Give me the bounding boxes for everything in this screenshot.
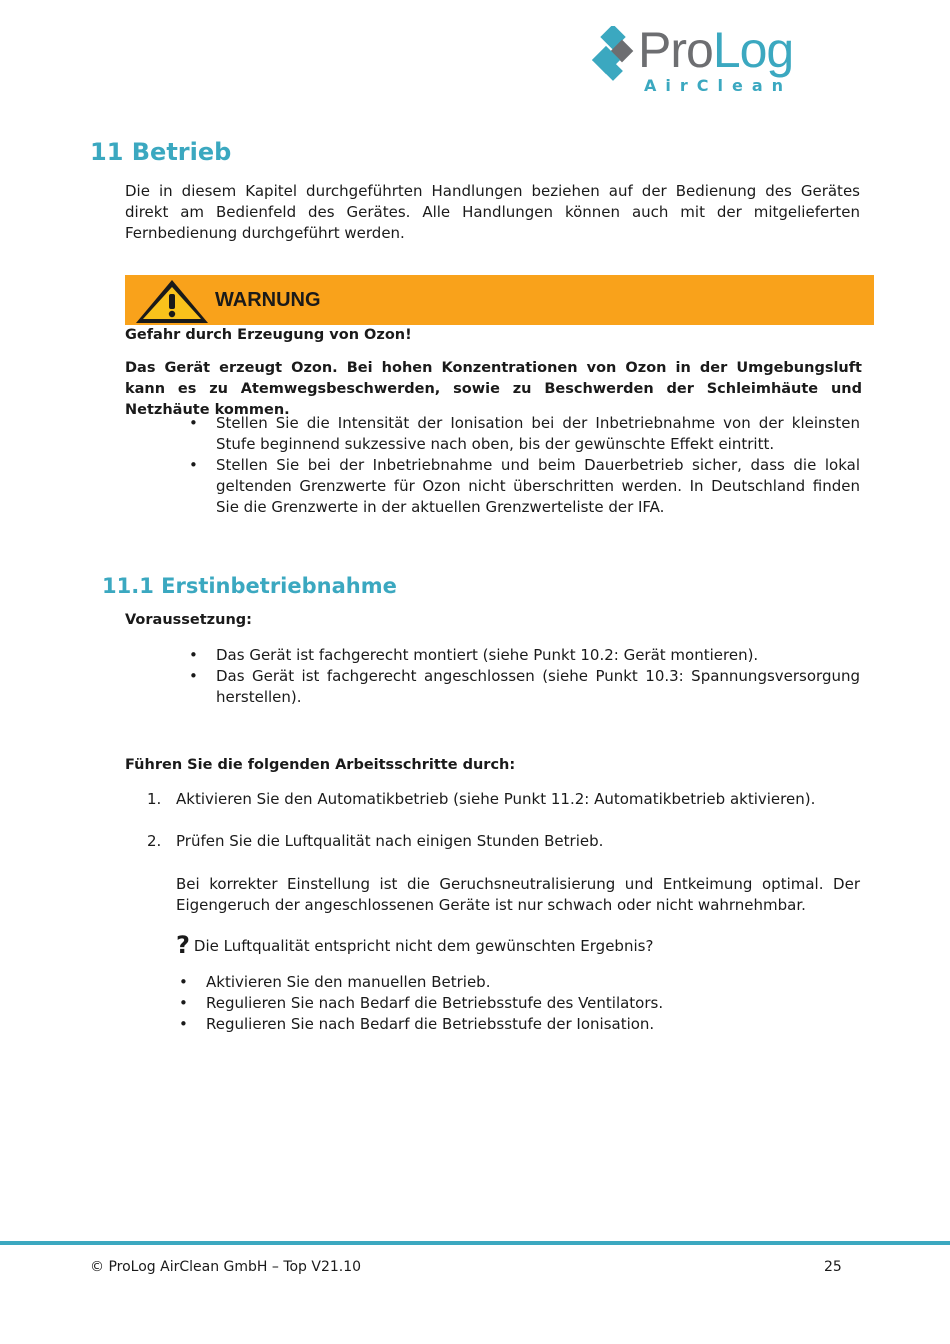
step-text: Aktivieren Sie den Automatikbetrieb (siehe Punkt 11.2: Automatikbetrieb aktivieren). <box>176 790 816 808</box>
logo-pro: Pro <box>638 22 713 78</box>
page-number: 25 <box>824 1259 842 1275</box>
list-item <box>189 413 860 455</box>
prerequisite-list <box>189 645 860 708</box>
step-number: 2. <box>147 832 162 850</box>
warning-title: Gefahr durch Erzeugung von Ozon! <box>125 327 412 343</box>
company-logo <box>592 22 852 102</box>
list-item <box>179 972 866 993</box>
section-intro: Die in diesem Kapitel durchgeführten Handlungen beziehen auf der Bedienung des Gerätes direkt am Bedienfeld des Gerätes. Alle Handlungen können auch mit der mitgelieferten Fernbedienung durchgeführt werden. <box>125 182 860 242</box>
question-mark-icon: ? <box>176 931 190 959</box>
warning-banner <box>125 275 874 325</box>
remedy-list <box>179 972 866 1035</box>
footer-copyright: © ProLog AirClean GmbH – Top V21.10 <box>90 1259 362 1275</box>
bullet-dot: • <box>189 667 198 685</box>
list-item <box>189 455 860 518</box>
step-number: 1. <box>147 790 162 808</box>
diamond-logo-icon <box>592 26 642 88</box>
warning-bullet-list <box>189 413 860 518</box>
warning-body: Das Gerät erzeugt Ozon. Bei hohen Konzentrationen von Ozon in der Umgebungsluft kann es zu Atemwegsbeschwerden, sowie zu Beschwerden der Schleimhäute und Netzhäute kommen. <box>125 360 862 418</box>
section-title: 11 Betrieb <box>90 138 232 166</box>
list-item <box>189 666 860 708</box>
list-item <box>189 645 860 666</box>
bullet-dot: • <box>189 414 198 432</box>
logo-wordmark <box>638 22 793 78</box>
prerequisite-label: Voraussetzung: <box>125 612 252 628</box>
list-item-text: Das Gerät ist fachgerecht angeschlossen (siehe Punkt 10.3: Spannungsversorgung herstellen). <box>216 667 860 706</box>
list-item-text: Aktivieren Sie den manuellen Betrieb. <box>206 973 491 991</box>
list-item-text: Stellen Sie bei der Inbetriebnahme und beim Dauerbetrieb sicher, dass die lokal geltenden Grenzwerte für Ozon nicht überschritten werden. In Deutschland finden Sie die Grenzwerte in der aktuellen Grenzwerteliste der IFA. <box>216 456 860 516</box>
steps-label: Führen Sie die folgenden Arbeitsschritte durch: <box>125 757 516 773</box>
step-note: Bei korrekter Einstellung ist die Geruchsneutralisierung und Entkeimung optimal. Der Eigengeruch der angeschlossenen Geräte ist nur schwach oder nicht wahrnehmbar. <box>176 875 860 914</box>
list-item-text: Regulieren Sie nach Bedarf die Betriebsstufe der Ionisation. <box>206 1015 655 1033</box>
footer-divider <box>0 1241 950 1245</box>
warning-triangle-icon <box>133 277 211 325</box>
warning-label: WARNUNG <box>215 289 321 311</box>
list-item <box>179 993 866 1014</box>
bullet-dot: • <box>179 994 188 1012</box>
troubleshoot-question <box>176 930 653 961</box>
bullet-dot: • <box>179 1015 188 1033</box>
bullet-dot: • <box>189 646 198 664</box>
bullet-dot: • <box>189 456 198 474</box>
step-text: Prüfen Sie die Luftqualität nach einigen Stunden Betrieb. <box>176 832 604 850</box>
logo-log: Log <box>712 22 794 78</box>
list-item-text: Regulieren Sie nach Bedarf die Betriebsstufe des Ventilators. <box>206 994 664 1012</box>
list-item-text: Das Gerät ist fachgerecht montiert (siehe Punkt 10.2: Gerät montieren). <box>216 646 759 664</box>
logo-subtitle: AirClean <box>644 76 793 95</box>
subsection-title: 11.1 Erstinbetriebnahme <box>102 574 397 598</box>
list-item <box>179 1014 866 1035</box>
question-text: Die Luftqualität entspricht nicht dem gewünschten Ergebnis? <box>193 937 654 955</box>
list-item-text: Stellen Sie die Intensität der Ionisation bei der Inbetriebnahme von der kleinsten Stufe beginnend sukzessive nach oben, bis der gewünschte Effekt eintritt. <box>216 414 860 453</box>
bullet-dot: • <box>179 973 188 991</box>
